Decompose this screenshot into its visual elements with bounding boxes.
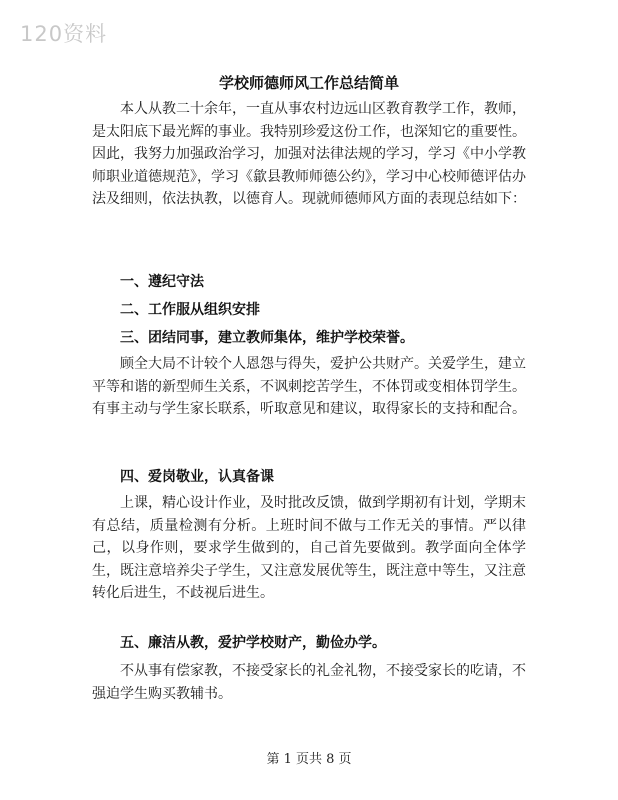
page-footer: 第 1 页共 8 页	[266, 752, 352, 767]
section-4-paragraph: 上课，精心设计作业，及时批改反馈，做到学期初有计划，学期末有总结，质量检测有分析。上班时间不做与工作无关的事情。严以律己，以身作则，要求学生做到的，自己首先要做到。教学面向全体学生，既注意培养尖子学生，又注意发展优等生，既注意中等生，又注意转化后进生，不歧视后进生。	[92, 495, 526, 601]
section-5-paragraph: 不从事有偿家教，不接受家长的礼金礼物，不接受家长的吃请，不强迫学生购买教辅书。	[92, 663, 526, 702]
intro-paragraph: 本人从教二十余年，一直从事农村边远山区教育教学工作，教师，是太阳底下最光辉的事业。我特别珍爱这份工作，也深知它的重要性。因此，我努力加强政治学习，加强对法律法规的学习，学习《中小学教师职业道德规范》，学习《歙县教师师德公约》，学习中心校师德评估办法及细则，依法执教，以德育人。现就师德师风方面的表现总结如下：	[92, 101, 526, 207]
document-title: 学校师德师风工作总结简单	[218, 74, 399, 92]
section-heading-4: 四、爱岗敬业，认真备课	[120, 469, 274, 485]
section-heading-3: 三、团结同事，建立教师集体，维护学校荣誉。	[120, 330, 414, 346]
section-heading-1: 一、遵纪守法	[120, 274, 204, 290]
section-heading-2: 二、工作服从组织安排	[120, 302, 260, 318]
section-3-paragraph: 顾全大局不计较个人恩怨与得失，爱护公共财产。关爱学生，建立平等和谐的新型师生关系，不讽刺挖苦学生，不体罚或变相体罚学生。有事主动与学生家长联系，听取意见和建议，取得家长的支持和配合。	[92, 356, 526, 417]
section-heading-5: 五、廉洁从教，爱护学校财产，勤俭办学。	[120, 635, 386, 651]
watermark: 120资料	[20, 22, 108, 46]
